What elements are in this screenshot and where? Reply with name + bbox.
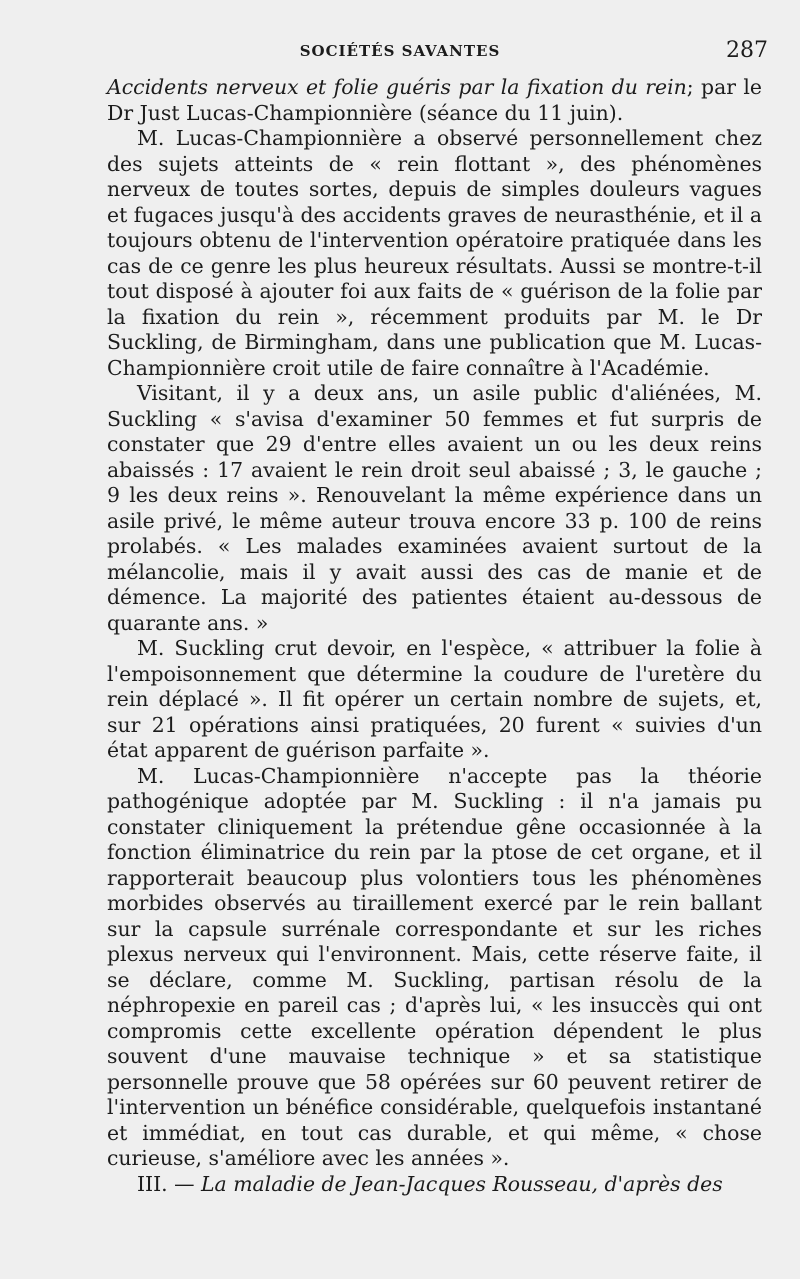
section-title: La maladie de Jean-Jacques Rousseau, d'après des <box>201 1171 723 1196</box>
article-byline: ; par le Dr Just Lucas-Championnière (séance du 11 juin). <box>107 75 762 125</box>
section-numeral: III. — <box>137 1171 195 1196</box>
paragraph: M. Lucas-Championnière n'accepte pas la théorie pathogénique adoptée par M. Suckling : il n'a jamais pu constater cliniquement la prétendue gêne occasionnée à la fonction éliminatrice du rein par la ptose de cet organe, et il rapporterait beaucoup plus volontiers tous les phénomènes morbides observés au tiraillement exercé par le rein ballant sur la capsule surrénale correspondante et sur les riches plexus nerveux qui l'environnent. Mais, cette réserve faite, il se déclare, comme M. Suckling, partisan résolu de la néphropexie en pareil cas ; d'après lui, « les insuccès qui ont compromis cette excellente opération dépendent le plus souvent d'une mauvaise technique » et sa statistique personnelle prouve que 58 opérées sur 60 peuvent retirer de l'intervention un bénéfice considérable, quelquefois instantané et immédiat, en tout cas durable, et qui même, « chose curieuse, s'améliore avec les années ». <box>107 763 762 1170</box>
paragraph-title <box>107 75 762 126</box>
page-header <box>0 38 800 68</box>
body-text <box>107 75 762 1197</box>
paragraph: Visitant, il y a deux ans, un asile public d'aliénées, M. Suckling « s'avisa d'examiner 50 femmes et fut surpris de constater que 29 d'entre elles avaient un ou les deux reins abaissés : 17 avaient le rein droit seul abaissé ; 3, le gauche ; 9 les deux reins ». Renouvelant la même expérience dans un asile privé, le même auteur trouva encore 33 p. 100 de reins prolabés. « Les malades examinées avaient surtout de la mélancolie, mais il y avait aussi des cas de manie et de démence. La majorité des patientes étaient au-dessous de quarante ans. » <box>107 381 762 635</box>
running-title: SOCIÉTÉS SAVANTES <box>299 42 501 60</box>
page-number: 287 <box>726 38 768 63</box>
article-title: Accidents nerveux et folie guéris par la fixation du rein <box>107 75 687 99</box>
section-heading <box>107 1172 762 1198</box>
paragraph: M. Suckling crut devoir, en l'espèce, « attribuer la folie à l'empoisonnement que détermine la coudure de l'uretère du rein déplacé ». Il fit opérer un certain nombre de sujets, et, sur 21 opérations ainsi pratiquées, 20 furent « suivies d'un état apparent de guérison parfaite ». <box>107 636 762 762</box>
paragraph: M. Lucas-Championnière a observé personnellement chez des sujets atteints de « rein flottant », des phénomènes nerveux de toutes sortes, depuis de simples douleurs vagues et fugaces jusqu'à des accidents graves de neurasthénie, et il a toujours obtenu de l'intervention opératoire pratiquée dans les cas de ce genre les plus heureux résultats. Aussi se montre-t-il tout disposé à ajouter foi aux faits de « guérison de la folie par la fixation du rein », récemment produits par M. le Dr Suckling, de Birmingham, dans une publication que M. Lucas-Championnière croit utile de faire connaître à l'Académie. <box>107 126 762 380</box>
